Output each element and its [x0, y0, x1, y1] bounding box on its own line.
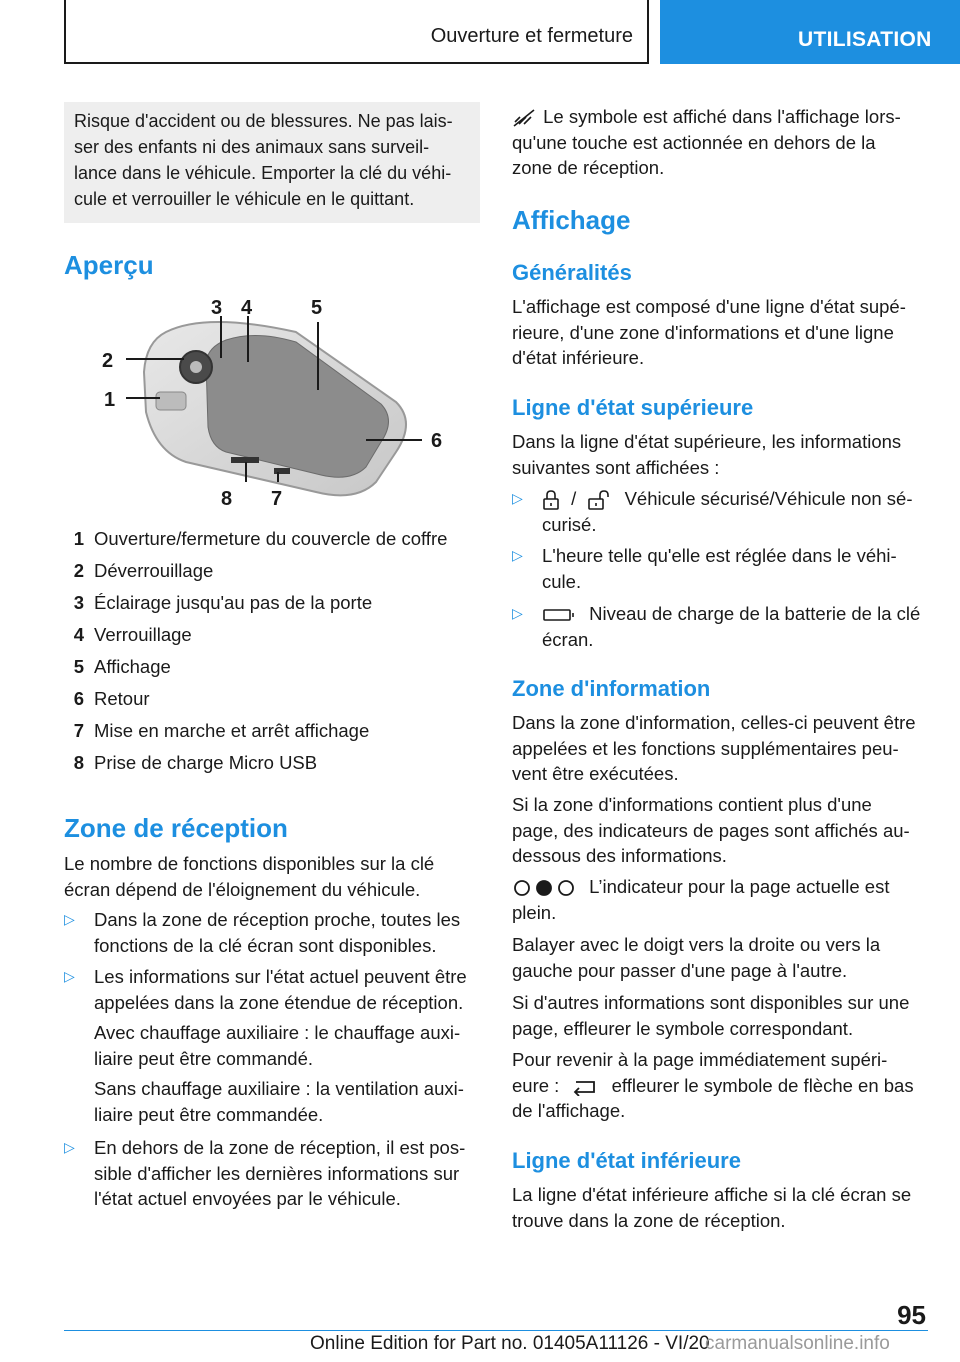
legend-num: 8 [73, 752, 84, 773]
zone-reception-intro [64, 851, 480, 902]
legend-num: 5 [73, 656, 84, 677]
legend-num: 1 [73, 528, 84, 549]
key-power-button [274, 468, 290, 474]
ligne-inf-text [512, 1182, 932, 1233]
legend-text: Retour [94, 688, 150, 709]
text-line: Si d'autres informations sont disponibles sur une [512, 992, 910, 1013]
sub-paragraph [94, 1076, 484, 1127]
text-line: page, effleurer le symbole correspondant. [512, 1017, 854, 1039]
legend-item [64, 560, 480, 590]
indicator-text-line: L’indicateur pour la page actuelle est [589, 876, 890, 897]
text-line: La ligne d'état inférieure affiche si la clé écran se [512, 1184, 912, 1205]
text-line: liaire peut être commandée. [94, 1103, 324, 1125]
text-line: plein. [512, 901, 557, 923]
legend-text: Mise en marche et arrêt affichage [94, 720, 370, 741]
legend-num: 2 [73, 560, 84, 581]
text-line: suivantes sont affichées : [512, 456, 720, 478]
text-line: L'heure telle qu'elle est réglée dans le véhi- [542, 545, 897, 566]
figure-label: 6 [431, 430, 443, 452]
bullet-triangle-icon: ▷ [64, 1139, 75, 1155]
text-line: cule. [542, 570, 582, 592]
text-line: appelées dans la zone étendue de réception. [94, 991, 464, 1013]
key-figure [96, 292, 456, 514]
battery-icon [542, 607, 576, 623]
text-line: l'état actuel envoyées par le véhicule. [94, 1188, 401, 1209]
watermark: carmanualsonline.info [705, 1333, 890, 1354]
text-line: page, des indicateurs de pages sont affichés au- [512, 819, 910, 841]
text-line [542, 601, 920, 627]
battery-text: Niveau de charge de la batterie de la clé [589, 603, 921, 624]
affichage-heading: Affichage [512, 205, 631, 235]
legend-text: Déverrouillage [94, 560, 214, 581]
legend-item [64, 720, 480, 750]
legend-item [64, 752, 480, 782]
text-line: rieure, d'une zone d'informations et d'une ligne [512, 321, 894, 343]
text-line [542, 486, 913, 512]
text-line: Dans la ligne d'état supérieure, les informations [512, 431, 902, 452]
back-text-suffix: effleurer le symbole de flèche en bas [611, 1074, 914, 1096]
sub-paragraph [94, 1020, 484, 1071]
page-number: 95 [897, 1300, 926, 1330]
legend-text: Éclairage jusqu'au pas de la porte [94, 592, 373, 613]
lock-text: Véhicule sécurisé/Véhicule non sé- [624, 488, 913, 509]
text-line: Pour revenir à la page immédiatement supéri- [512, 1049, 888, 1070]
apercu-heading: Aperçu [64, 250, 154, 280]
text-line: Les informations sur l'état actuel peuvent être [94, 966, 467, 987]
legend-text: Ouverture/fermeture du couvercle de coffre [94, 528, 448, 549]
symbol-note [512, 104, 932, 181]
text-line: gauche pour passer d'une page à l'autre. [512, 959, 848, 981]
more-text [512, 990, 932, 1041]
legend-text: Verrouillage [94, 624, 192, 645]
header-section-title: Ouverture et fermeture [430, 25, 633, 47]
text-line: vent être exécutées. [512, 763, 679, 784]
legend-item [64, 624, 480, 654]
header-section-box [64, 0, 649, 64]
text-line: dessous des informations. [512, 845, 727, 866]
indicator-text [512, 874, 932, 925]
header-chapter-tab [660, 0, 960, 64]
lock-slash: / [571, 488, 577, 509]
figure-label: 5 [311, 297, 323, 319]
swipe-text [512, 932, 932, 983]
text-line: En dehors de la zone de réception, il est pos- [94, 1137, 466, 1158]
text-line [512, 1073, 932, 1099]
warning-line: ser des enfants ni des animaux sans surveil- [74, 137, 430, 157]
text-line: écran dépend de l'éloignement du véhicule. [64, 878, 421, 900]
text-line: Dans la zone de réception proche, toutes les [94, 909, 461, 930]
text-line: qu'une touche est actionnée en dehors de la [512, 131, 876, 153]
generalites-heading: Généralités [512, 260, 632, 285]
footer-divider [64, 1330, 928, 1331]
legend-num: 4 [73, 624, 84, 645]
text-line: sible d'afficher les dernières informations sur [94, 1162, 460, 1184]
footer-edition: Online Edition for Part no. 01405A11126 - VI/20 [310, 1333, 710, 1354]
figure-label: 1 [104, 389, 116, 411]
text-line: Balayer avec le doigt vers la droite ou vers la [512, 934, 881, 955]
text-line: écran. [542, 628, 594, 650]
legend-item [64, 592, 480, 622]
text-line [512, 874, 932, 900]
lock-closed-icon [542, 489, 560, 511]
lock-open-icon [587, 489, 613, 511]
no-signal-icon [512, 108, 538, 128]
back-arrow-icon [570, 1078, 600, 1096]
text-line: trouve dans la zone de réception. [512, 1209, 786, 1231]
bullet-triangle-icon: ▷ [512, 547, 523, 563]
text-line [512, 104, 932, 130]
ligne-inf-heading: Ligne d'état inférieure [512, 1148, 741, 1173]
legend-num: 3 [73, 592, 84, 613]
text-line: L'affichage est composé d'une ligne d'état supé- [512, 296, 906, 317]
text-line: Le nombre de fonctions disponibles sur la clé [64, 853, 435, 874]
bullet-triangle-icon: ▷ [512, 490, 523, 506]
zone-info-text [512, 710, 932, 787]
legend-item [64, 528, 480, 558]
ligne-sup-heading: Ligne d'état supérieure [512, 395, 754, 420]
ligne-sup-text [512, 429, 932, 480]
generalites-text [512, 294, 932, 371]
warning-line: Risque d'accident ou de blessures. Ne pas lais- [74, 111, 453, 131]
legend-item [64, 656, 480, 686]
text-line: liaire peut être commandé. [94, 1047, 314, 1069]
zone-reception-heading: Zone de réception [64, 813, 288, 843]
text-line: de l'affichage. [512, 1100, 626, 1121]
text-line: Sans chauffage auxiliaire : la ventilation auxi- [94, 1078, 464, 1099]
figure-label: 3 [211, 297, 223, 319]
bullet-triangle-icon: ▷ [64, 911, 75, 927]
figure-label: 4 [241, 297, 253, 319]
legend-num: 7 [73, 720, 84, 741]
text-line: Avec chauffage auxiliaire : le chauffage auxi- [94, 1022, 461, 1043]
text-line: Dans la zone d'information, celles-ci peuvent être [512, 712, 916, 733]
figure-label: 2 [102, 350, 114, 372]
page-indicator-icon [512, 878, 578, 898]
zone-info-heading: Zone d'information [512, 676, 711, 701]
legend-text: Affichage [94, 656, 171, 677]
text-line: curisé. [542, 513, 597, 535]
figure-label: 8 [221, 488, 233, 510]
back-text-prefix: eure : [512, 1074, 560, 1096]
text-line: d'état inférieure. [512, 347, 645, 368]
text-line: appelées et les fonctions supplémentaires peu- [512, 737, 899, 759]
pages-text [512, 792, 932, 869]
text-line: fonctions de la clé écran sont disponibles. [94, 934, 437, 956]
bullet-triangle-icon: ▷ [64, 968, 75, 984]
back-text [512, 1047, 932, 1124]
warning-box [64, 102, 480, 223]
legend-text: Prise de charge Micro USB [94, 752, 318, 773]
legend-item [64, 688, 480, 718]
header-chapter-title: UTILISATION [798, 28, 932, 51]
warning-line: lance dans le véhicule. Emporter la clé du véhi- [74, 163, 452, 183]
figure-label: 7 [271, 488, 283, 510]
bullet-triangle-icon: ▷ [512, 605, 523, 621]
legend-num: 6 [73, 688, 84, 709]
symbol-note-text: Le symbole est affiché dans l'affichage lors- [543, 106, 901, 127]
text-line: zone de réception. [512, 157, 665, 178]
text-line: Si la zone d'informations contient plus d'une [512, 794, 872, 815]
warning-line: cule et verrouiller le véhicule en le quittant. [74, 189, 415, 209]
key-trunk-button [156, 392, 186, 410]
